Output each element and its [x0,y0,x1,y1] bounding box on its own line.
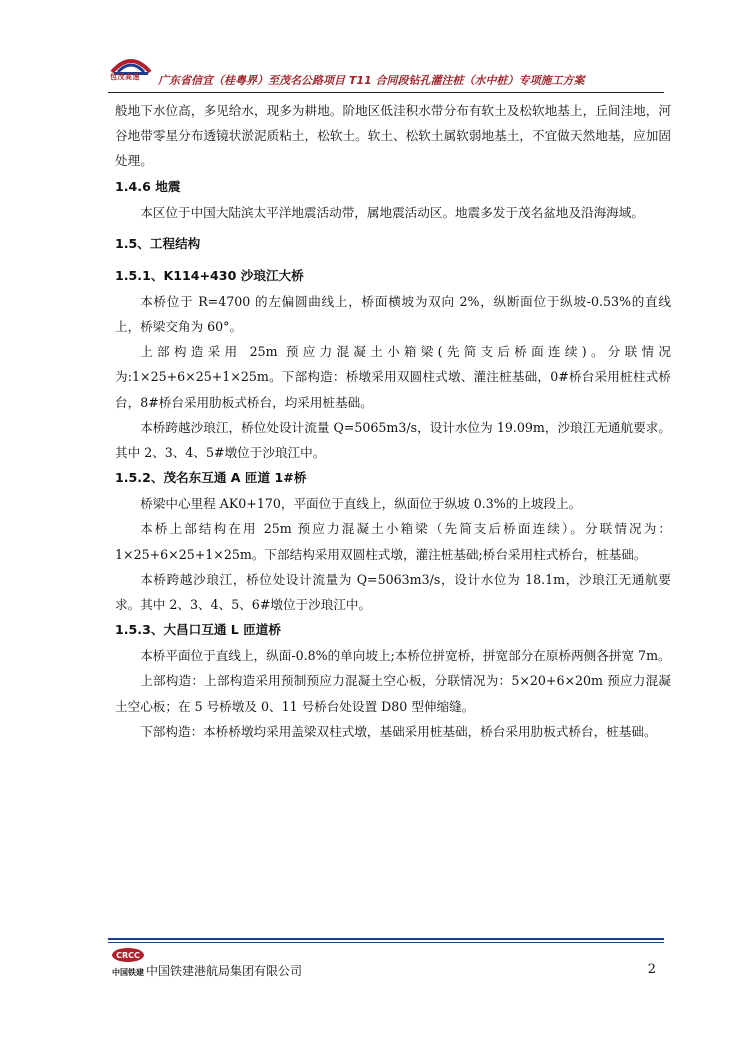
paragraph: 本桥跨越沙琅江，桥位处设计流量为 Q=5063m3/s，设计水位为 18.1m，沙琅江无通航要求。其中 2、3、4、5、6#墩位于沙琅江中。 [115,571,671,613]
paragraph: 本桥上部结构在用 25m 预应力混凝土小箱梁（先简支后桥面连续）。分联情况为：1×25+6×25+1×25m。下部结构采用双圆柱式墩，灌注桩基础;桥台采用柱式桥台，桩基础。 [115,521,671,562]
footer-logo-text: CRCC [116,951,140,960]
section-heading-1-5: 1.5、工程结构 [115,235,201,251]
paragraph: 本区位于中国大陆滨太平洋地震活动带，属地震活动区。地震多发于茂名盆地及沿海海域。 [140,204,644,220]
footer-company [112,962,302,979]
paragraph: 本桥平面位于直线上，纵面-0.8%的单向坡上;本桥位拼宽桥，拼宽部分在原桥两侧各拼宽 7m。 [140,648,671,664]
paragraph: 上部构造采用 25m 预应力混凝土小箱梁(先简支后桥面连续)。分联情况为:1×25+6×25+1×25m。下部构造：桥墩采用双圆柱式墩、灌注桩基础，0#桥台采用桩柱式桥台，8#桥台采用肋板式桥台，均采用桩基础。 [115,344,671,410]
paragraph: 下部构造：本桥桥墩均采用盖梁双柱式墩，基础采用桩基础，桥台采用肋板式桥台，桩基础。 [140,723,657,739]
footer-rule-thin [108,942,664,943]
section-heading-1-5-2: 1.5.2、茂名东互通 A 匝道 1#桥 [115,470,307,486]
footer-brand: 中国铁建 [112,968,144,977]
paragraph: 上部构造：上部构造采用预制预应力混凝土空心板，分联情况为：5×20+6×20m 预应力混凝土空心板；在 5 号桥墩及 0、11 号桥台处设置 D80 型伸缩缝。 [115,673,671,714]
header-rule [108,92,664,93]
logo-text: 包茂高速 [110,73,140,81]
document-body [115,98,671,744]
header-title: 广东省信宜（桂粤界）至茂名公路项目 T11 合同段钻孔灌注桩（水中桩）专项施工方案 [158,74,585,87]
page-number: 2 [647,962,656,977]
paragraph: 本桥位于 R=4700 的左偏圆曲线上，桥面横坡为双向 2%，纵断面位于纵坡-0.53%的直线上，桥梁交角为 60°。 [115,293,671,335]
paragraph: 本桥跨越沙琅江，桥位处设计流量 Q=5065m3/s，设计水位为 19.09m，沙琅江无通航要求。其中 2、3、4、5#墩位于沙琅江中。 [115,419,671,461]
section-heading-1-5-1: 1.5.1、K114+430 沙琅江大桥 [115,267,304,283]
footer-rule [108,938,664,940]
company-name: 中国铁建港航局集团有限公司 [146,964,303,978]
paragraph: 般地下水位高，多见给水，现多为耕地。阶地区低洼积水带分布有软土及松软地基上，丘间洼地，河谷地带零星分布透镜状淤泥质粘土，松软土。软土、松软土属软弱地基土，不宜做天然地基，应加固处理。 [115,103,671,169]
page-header [108,38,664,94]
section-heading-1-4-6: 1.4.6 地震 [115,178,181,194]
paragraph: 桥梁中心里程 AK0+170，平面位于直线上，纵面位于纵坡 0.3%的上坡段上。 [140,496,582,512]
section-heading-1-5-3: 1.5.3、大昌口互通 L 匝道桥 [115,622,281,638]
page-footer [108,938,664,988]
